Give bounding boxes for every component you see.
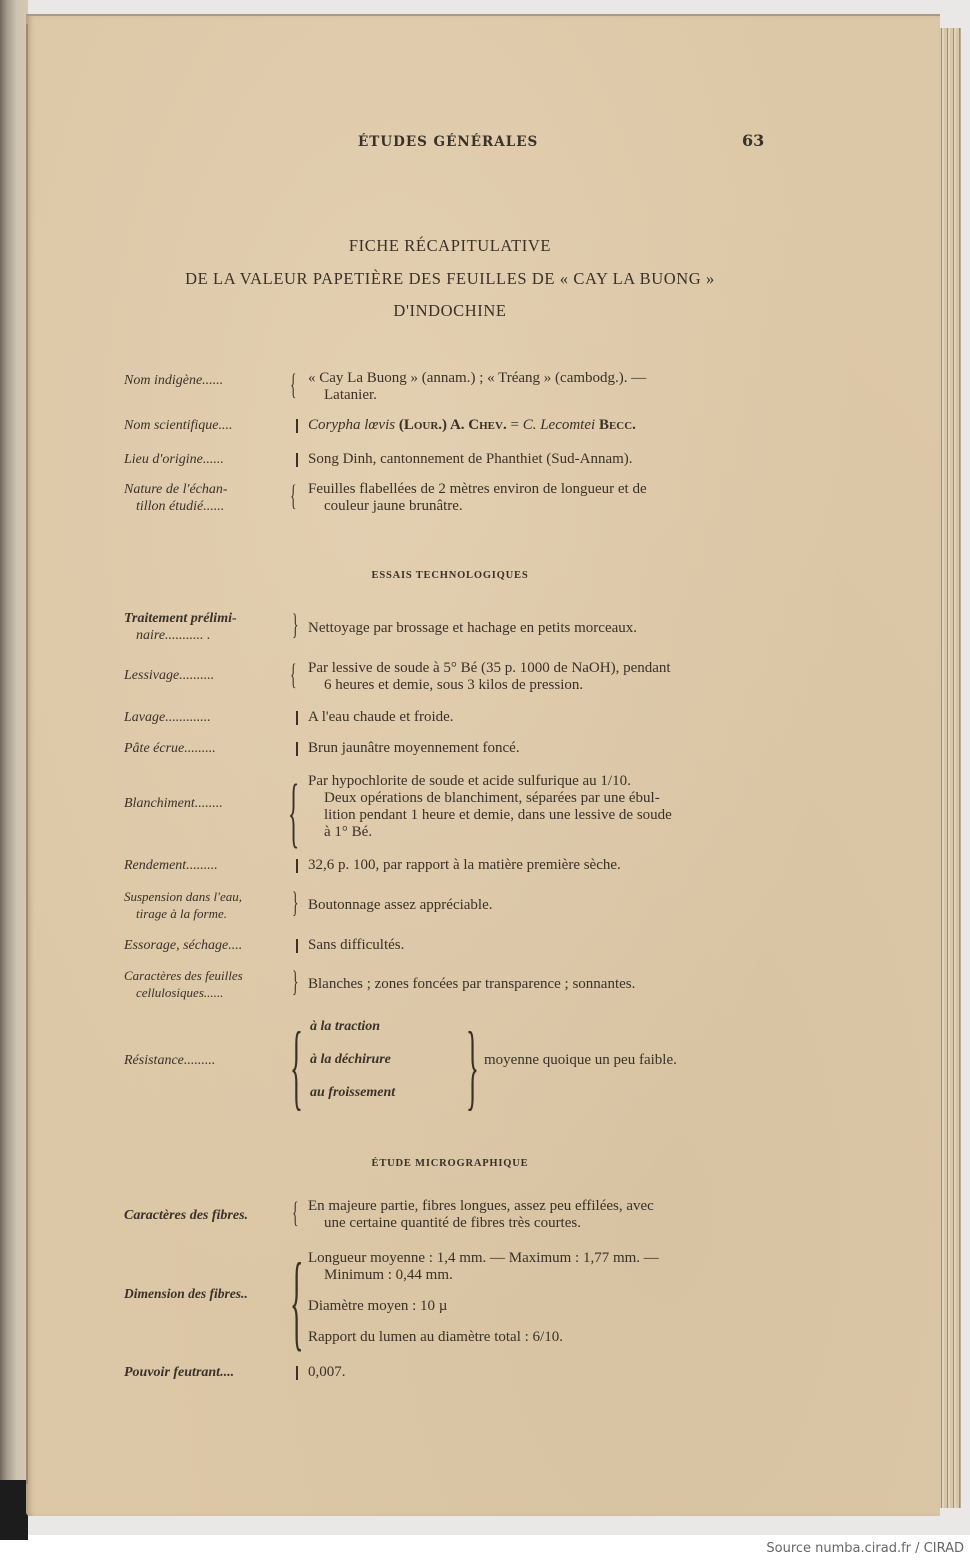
field-value: Feuilles flabellées de 2 mètres environ de longueur et de couleur jaune brunâtre. (308, 481, 647, 514)
field-value: 32,6 p. 100, par rapport à la matière première sèche. (308, 857, 621, 873)
field-value: Par hypochlorite de soude et acide sulfurique au 1/10. Deux opérations de blanchiment, séparées par une ébul- lition pendant 1 heure et demie, dans une lessive de soude à 1° Bé. (308, 773, 672, 840)
book-binding (0, 0, 28, 1500)
binding-shadow (0, 1480, 28, 1540)
field-label: Blanchiment........ (124, 796, 223, 811)
brace-icon: } (292, 965, 299, 998)
field-value: Sans difficultés. (308, 937, 405, 953)
field-value: En majeure partie, fibres longues, assez peu effilées, avec une certaine quantité de fibres très courtes. (308, 1198, 654, 1231)
field-value: Song Dinh, cantonnement de Phanthiet (Sud-Annam). (308, 451, 633, 467)
field-value: moyenne quoique un peu faible. (484, 1052, 677, 1068)
bar-separator (296, 453, 298, 467)
running-head: ÉTUDES GÉNÉRALES (358, 134, 539, 150)
field-label: Nom indigène...... (124, 373, 224, 388)
title-line-3: D'INDOCHINE (393, 301, 507, 320)
field-value: Brun jaunâtre moyennement foncé. (308, 740, 520, 756)
brace-left-icon: { (290, 1012, 303, 1119)
title-line-1: FICHE RÉCAPITULATIVE (348, 236, 552, 255)
field-label: Nom scientifique.... (124, 418, 233, 433)
brace-icon: { (290, 1242, 304, 1361)
bar-separator (296, 939, 298, 953)
resistance-sub-3: au froissement (310, 1085, 396, 1100)
field-value: Par lessive de soude à 5° Bé (35 p. 1000 de NaOH), pendant 6 heures et demie, sous 3 kilos de pression. (308, 660, 671, 693)
brace-icon: { (290, 658, 297, 691)
brace-icon: } (292, 608, 299, 641)
field-value: 0,007. (308, 1364, 346, 1380)
brace-icon: { (288, 768, 300, 855)
title-line-2: DE LA VALEUR PAPETIÈRE DES FEUILLES DE « CAY LA BUONG » (185, 269, 715, 288)
bar-separator (296, 1366, 298, 1380)
section-heading-essais: ESSAIS TECHNOLOGIQUES (371, 570, 529, 581)
resistance-sub-2: à la déchirure (310, 1052, 391, 1067)
field-label: Lieu d'origine...... (124, 452, 224, 467)
brace-right-icon: } (466, 1012, 479, 1119)
bar-separator (296, 419, 298, 433)
field-label: Suspension dans l'eau, tirage à la forme. (124, 889, 242, 921)
field-value: Boutonnage assez appréciable. (308, 897, 493, 913)
field-label: Dimension des fibres.. (124, 1286, 248, 1301)
section-heading-micro: ÉTUDE MICROGRAPHIQUE (371, 1158, 529, 1169)
field-value: Longueur moyenne : 1,4 mm. — Maximum : 1,77 mm. — Minimum : 0,44 mm. Diamètre moyen : 10 µ Rapport du lumen au diamètre total : 6/10. (308, 1250, 659, 1345)
field-value: « Cay La Buong » (annam.) ; « Tréang » (cambodg.). — Latanier. (308, 370, 647, 403)
source-credit: Source numba.cirad.fr / CIRAD (766, 1541, 964, 1556)
bar-separator (296, 711, 298, 725)
field-label: Lavage............. (124, 710, 211, 725)
field-value: Nettoyage par brossage et hachage en petits morceaux. (308, 620, 638, 636)
page-edges (938, 28, 961, 1508)
field-label: Essorage, séchage.... (124, 938, 243, 953)
brace-icon: { (290, 479, 297, 512)
field-value: Blanches ; zones foncées par transparence ; sonnantes. (308, 976, 636, 992)
bar-separator (296, 742, 298, 756)
field-label: Lessivage.......... (124, 668, 215, 683)
field-label: Pouvoir feutrant.... (124, 1365, 235, 1380)
brace-icon: { (290, 368, 297, 401)
field-label: Caractères des feuilles cellulosiques...... (124, 968, 243, 1000)
field-value: A l'eau chaude et froide. (308, 709, 454, 725)
field-label: Caractères des fibres. (124, 1208, 249, 1223)
field-label: Pâte écrue......... (124, 741, 216, 756)
field-label: Résistance......... (124, 1053, 216, 1068)
field-label: Traitement prélimi- naire........... . (124, 611, 237, 643)
field-value: Corypha lœvis (Lour.) A. Chev. = C. Lecomtei Becc. (308, 417, 636, 433)
brace-icon: { (292, 1196, 299, 1229)
bar-separator (296, 859, 298, 873)
gutter-fold (26, 24, 28, 1484)
field-label: Nature de l'échan- tillon étudié...... (124, 482, 228, 514)
brace-icon: } (292, 886, 299, 919)
resistance-sub-1: à la traction (310, 1019, 381, 1034)
page-number: 63 (742, 131, 765, 150)
field-label: Rendement......... (124, 858, 218, 873)
